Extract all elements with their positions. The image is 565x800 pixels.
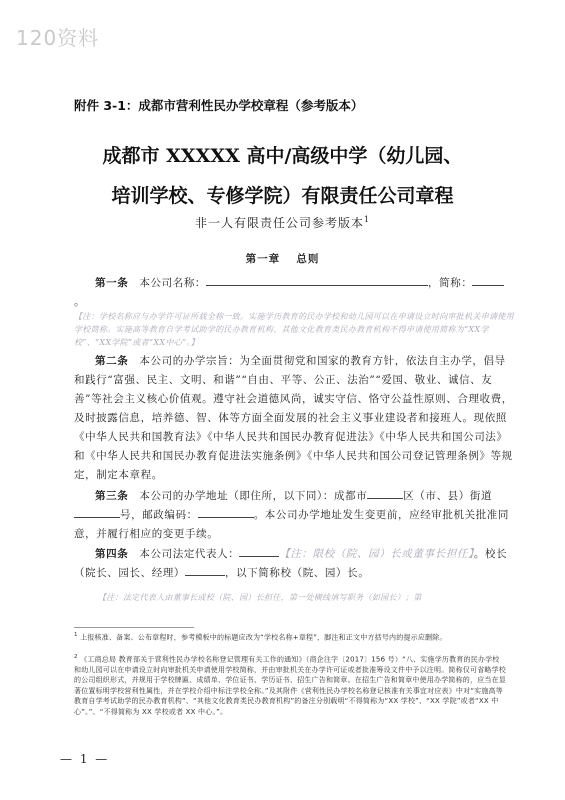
footnote-2-text: 《工商总局 教育部关于营利性民办学校名称登记管理有关工作的通知》（商企注字〔2017〕156 号）“八、实施学历教育的民办学校和幼儿园可以在申请设立时向审批机关申请使用学校简称，并由审批机关在办学许可证或者批准筹设文件中予以注明。简称仅可省略学校的公司组织形式，并规用于学校牌匾、成绩单、学位证书、学历证书、招生广告和简章。在招生广告和简章中使用办学简称的，应当在显著位置标明学校营利性属性，并在学校介绍中标注学校全称。”及其附件《营利性民办学校名称登记核准有关事宜对应表》中对“实施高等教育自学考试助学的民办教育机构”、“其他文化教育类民办教育机构”的备注分别载明“不得简称为“XX 学校”、“XX 学院”或者“XX 中心”。”、“不得简称为 XX 学校或者 XX 中心。”。 [74,655,506,716]
footnote-1-number: 1 [74,632,78,638]
footnote-1 [74,630,506,643]
short-name-blank[interactable] [472,275,504,286]
article-3-text-1: 本公司的办学地址（即住所，以下同）：成都市 [139,490,368,502]
street-blank[interactable] [74,507,120,518]
footnote-divider [74,627,194,628]
legal-rep-blank[interactable] [239,546,279,557]
article-1-end: 。 [74,296,86,308]
article-4 [74,545,514,583]
article-1-note: 【注：学校名称应与办学许可证所载全称一致。实施学历教育的民办学校和幼儿园可以在申请设立时向审批机关申请使用学校简称。实施高等教育自学考试助学的民办教育机构、其他文化教育类民办教育机构不得申请使用简称为“XX学校”、“XX学院”或者“XX中心”。】 [74,312,514,347]
article-4-text-3: ，以下简称校（院、园）长。 [225,567,370,579]
article-4-text-2: 。校长（院长、园长、经理） [74,548,508,579]
article-2-label: 第二条 [95,355,129,367]
principal-blank[interactable] [185,565,225,576]
article-1 [74,274,514,312]
article-3-text-2: 区（市、县） [403,490,470,502]
article-3-label: 第三条 [95,490,129,502]
article-3-text-5: 。本公司办学地址发生变更前，应经审批机关批准同意，并履行相应的变更手续。 [74,509,510,540]
district-blank[interactable] [367,488,403,499]
postal-code-blank[interactable] [198,507,254,518]
footnote-1-text: 上报核准、备案、公布章程时，参考模板中的标题应改为“学校名称+章程”，脚注和正文中方括号内的提示应删除。 [80,633,447,642]
footnote-marker-1[interactable]: 1 [363,215,371,224]
subtitle-text: 非一人有限责任公司参考版本 [194,216,364,230]
article-1-tail: ，简称： [428,277,473,289]
article-4-text-1: 本公司法定代表人： [139,548,240,560]
company-name-blank[interactable] [206,275,428,286]
page-number: — 1 — [60,752,110,766]
document-title-line2: 培训学校、专修学院）有限责任公司章程 [111,185,454,207]
article-2 [74,352,514,485]
article-4-note: 【注：法定代表人由董事长或校（院、园）长担任，第一处横线填写职务（如园长）；第 [98,593,422,602]
article-3 [74,487,514,544]
footnote-2-number: 2 [74,654,78,660]
article-1-label: 第一条 [95,277,129,289]
article-3-text-3: 街道 [469,490,493,502]
document-subtitle [0,214,565,231]
article-4-label: 第四条 [95,548,129,560]
document-title-line1: 成都市 XXXXX 高中/高级中学（幼儿园、 [102,145,463,167]
article-3-text-4: 号，邮政编码： [120,509,198,521]
watermark: 120资料 [16,26,100,50]
footnote-2 [74,652,506,717]
article-2-text: 本公司的办学宗旨：为全面贯彻党和国家的教育方针，依法自主办学，倡导和践行“富强、民主、文明、和谐”“自由、平等、公正、法治”“爱国、敬业、诚信、友善”等社会主义核心价值观。遵守社会道德风尚，诚实守信、恪守公益性原则、合理收费，及时披露信息，培养德、智、体等方面全面发展的社会主义事业建设者和接班人。现依照《中华人民共和国教育法》《中华人民共和国民办教育促进法》《中华人民共和国公司法》和《中华人民共和国民办教育促进法实施条例》《中华人民共和国公司登记管理条例》等规定，制定本章程。 [74,355,513,481]
article-4-inline-note: 【注：限校（院、园）长或董事长担任】 [279,548,474,560]
attachment-title: 附件 3-1：成都市营利性民办学校章程（参考版本） [74,98,364,113]
chapter-heading: 第一章 总则 [245,253,320,265]
article-1-text: 本公司名称： [139,277,207,289]
